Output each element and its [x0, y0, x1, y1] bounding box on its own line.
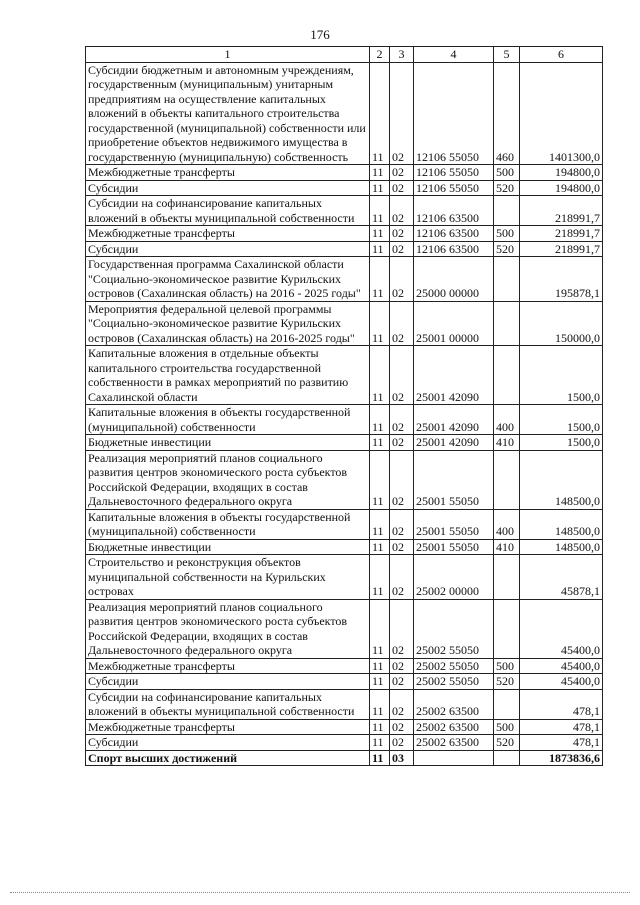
cell-amount: 148500,0: [520, 450, 603, 509]
cell-expense-type: [494, 555, 520, 600]
cell-section: 11: [370, 539, 390, 555]
cell-section: 11: [370, 599, 390, 658]
cell-amount: 478,1: [520, 735, 603, 751]
cell-section: 11: [370, 226, 390, 242]
cell-expense-type: 410: [494, 539, 520, 555]
cell-expense-type: 500: [494, 719, 520, 735]
table-row: [86, 674, 603, 690]
cell-expense-type: 400: [494, 405, 520, 435]
cell-section: 11: [370, 509, 390, 539]
cell-amount: 45400,0: [520, 674, 603, 690]
cell-target-article: 12106 63500: [414, 226, 494, 242]
cell-subsection: 03: [390, 750, 414, 766]
table-row: [86, 196, 603, 226]
cell-amount: 1401300,0: [520, 62, 603, 165]
header-col-3: 3: [390, 47, 414, 63]
cell-subsection: 02: [390, 450, 414, 509]
table-row: [86, 599, 603, 658]
cell-target-article: 25002 63500: [414, 719, 494, 735]
cell-section: 11: [370, 165, 390, 181]
cell-section: 11: [370, 301, 390, 346]
cell-amount: 218991,7: [520, 226, 603, 242]
table-row: [86, 257, 603, 302]
cell-subsection: 02: [390, 674, 414, 690]
cell-target-article: 25000 00000: [414, 257, 494, 302]
cell-expense-type: 500: [494, 165, 520, 181]
cell-target-article: 12106 63500: [414, 241, 494, 257]
table-row: [86, 555, 603, 600]
cell-section: 11: [370, 196, 390, 226]
cell-amount: 1873836,6: [520, 750, 603, 766]
table-row: [86, 165, 603, 181]
cell-name: Строительство и реконструкция объектов муниципальной собственности на Курильских островах: [86, 555, 370, 600]
cell-name: Межбюджетные трансферты: [86, 226, 370, 242]
table-row: [86, 658, 603, 674]
table-body: [86, 62, 603, 766]
cell-amount: 194800,0: [520, 180, 603, 196]
cell-section: 11: [370, 674, 390, 690]
cell-subsection: 02: [390, 735, 414, 751]
table-row: [86, 735, 603, 751]
cell-amount: 195878,1: [520, 257, 603, 302]
cell-name: Субсидии бюджетным и автономным учреждениям, государственным (муниципальным) унитарным предприятиям на осуществление капитальных вложений в объекты капитального строительства государственной (муниципальной) собственности или приобретение объектов недвижимого имущества в государственную (муниципальную) собственность: [86, 62, 370, 165]
cell-target-article: 25002 00000: [414, 555, 494, 600]
cell-target-article: 25001 55050: [414, 509, 494, 539]
cell-amount: 1500,0: [520, 435, 603, 451]
cell-section: 11: [370, 405, 390, 435]
cell-amount: 1500,0: [520, 405, 603, 435]
cell-name: Субсидии: [86, 241, 370, 257]
table-row: [86, 450, 603, 509]
cell-section: 11: [370, 555, 390, 600]
cell-subsection: 02: [390, 346, 414, 405]
table-row: [86, 301, 603, 346]
table-row: [86, 226, 603, 242]
cell-name: Бюджетные инвестиции: [86, 539, 370, 555]
cell-subsection: 02: [390, 180, 414, 196]
cell-subsection: 02: [390, 719, 414, 735]
cell-name: Межбюджетные трансферты: [86, 165, 370, 181]
table-row: [86, 62, 603, 165]
cell-expense-type: 520: [494, 674, 520, 690]
cell-name: Спорт высших достижений: [86, 750, 370, 766]
cell-amount: 45400,0: [520, 599, 603, 658]
cell-expense-type: [494, 346, 520, 405]
cell-expense-type: [494, 301, 520, 346]
cell-amount: 478,1: [520, 689, 603, 719]
cell-target-article: 25001 42090: [414, 405, 494, 435]
header-col-6: 6: [520, 47, 603, 63]
cell-section: 11: [370, 658, 390, 674]
cell-target-article: 25001 00000: [414, 301, 494, 346]
cell-subsection: 02: [390, 599, 414, 658]
cell-name: Субсидии: [86, 180, 370, 196]
cell-subsection: 02: [390, 62, 414, 165]
table-row: [86, 346, 603, 405]
cell-expense-type: 500: [494, 226, 520, 242]
cell-amount: 218991,7: [520, 196, 603, 226]
cell-section: 11: [370, 719, 390, 735]
cell-target-article: 12106 55050: [414, 180, 494, 196]
table-row: [86, 435, 603, 451]
cell-section: 11: [370, 180, 390, 196]
cell-subsection: 02: [390, 555, 414, 600]
header-col-1: 1: [86, 47, 370, 63]
header-col-5: 5: [494, 47, 520, 63]
cell-name: Реализация мероприятий планов социального развития центров экономического роста субъектов Российской Федерации, входящих в состав Дальневосточного федерального округа: [86, 599, 370, 658]
table-row: [86, 750, 603, 766]
cell-amount: 218991,7: [520, 241, 603, 257]
cell-expense-type: 460: [494, 62, 520, 165]
cell-target-article: 12106 55050: [414, 165, 494, 181]
cell-name: Капитальные вложения в объекты государственной (муниципальной) собственности: [86, 405, 370, 435]
cell-section: 11: [370, 735, 390, 751]
cell-expense-type: 520: [494, 735, 520, 751]
page-bottom-divider: [10, 892, 630, 893]
cell-subsection: 02: [390, 226, 414, 242]
header-row: [86, 47, 603, 63]
cell-target-article: 12106 63500: [414, 196, 494, 226]
cell-amount: 150000,0: [520, 301, 603, 346]
header-col-2: 2: [370, 47, 390, 63]
table-header: [86, 47, 603, 63]
cell-name: Капитальные вложения в объекты государственной (муниципальной) собственности: [86, 509, 370, 539]
cell-subsection: 02: [390, 435, 414, 451]
cell-amount: 1500,0: [520, 346, 603, 405]
cell-subsection: 02: [390, 196, 414, 226]
cell-target-article: 25001 55050: [414, 539, 494, 555]
cell-target-article: [414, 750, 494, 766]
cell-amount: 45400,0: [520, 658, 603, 674]
cell-expense-type: 400: [494, 509, 520, 539]
cell-name: Межбюджетные трансферты: [86, 719, 370, 735]
cell-name: Капитальные вложения в отдельные объекты капитального строительства государственной собственности в рамках мероприятий по развитию Сахалинской области: [86, 346, 370, 405]
cell-name: Реализация мероприятий планов социального развития центров экономического роста субъектов Российской Федерации, входящих в состав Дальневосточного федерального округа: [86, 450, 370, 509]
cell-target-article: 25002 55050: [414, 658, 494, 674]
cell-section: 11: [370, 750, 390, 766]
cell-amount: 148500,0: [520, 509, 603, 539]
table-row: [86, 689, 603, 719]
cell-expense-type: 500: [494, 658, 520, 674]
cell-subsection: 02: [390, 539, 414, 555]
cell-subsection: 02: [390, 509, 414, 539]
header-col-4: 4: [414, 47, 494, 63]
cell-expense-type: [494, 257, 520, 302]
page-number: 176: [310, 27, 330, 42]
table-row: [86, 180, 603, 196]
table-row: [86, 405, 603, 435]
cell-expense-type: [494, 689, 520, 719]
table-row: [86, 719, 603, 735]
cell-target-article: 25001 42090: [414, 435, 494, 451]
cell-target-article: 25002 55050: [414, 674, 494, 690]
cell-expense-type: [494, 196, 520, 226]
cell-subsection: 02: [390, 658, 414, 674]
cell-subsection: 02: [390, 301, 414, 346]
cell-target-article: 25001 55050: [414, 450, 494, 509]
cell-name: Мероприятия федеральной целевой программы "Социально-экономическое развитие Курильских островов (Сахалинская область) на 2016-2025 годы": [86, 301, 370, 346]
cell-target-article: 25002 55050: [414, 599, 494, 658]
cell-expense-type: 520: [494, 180, 520, 196]
cell-expense-type: 520: [494, 241, 520, 257]
cell-section: 11: [370, 450, 390, 509]
cell-name: Субсидии на софинансирование капитальных вложений в объекты муниципальной собственности: [86, 196, 370, 226]
cell-name: Бюджетные инвестиции: [86, 435, 370, 451]
cell-target-article: 25002 63500: [414, 689, 494, 719]
table-row: [86, 509, 603, 539]
cell-section: 11: [370, 689, 390, 719]
cell-target-article: 25002 63500: [414, 735, 494, 751]
cell-amount: 194800,0: [520, 165, 603, 181]
cell-amount: 148500,0: [520, 539, 603, 555]
table-row: [86, 241, 603, 257]
cell-section: 11: [370, 257, 390, 302]
cell-expense-type: [494, 750, 520, 766]
cell-subsection: 02: [390, 689, 414, 719]
cell-section: 11: [370, 435, 390, 451]
cell-name: Государственная программа Сахалинской области "Социально-экономическое развитие Курильских островов (Сахалинская область) на 2016 - 2025 годы": [86, 257, 370, 302]
cell-section: 11: [370, 62, 390, 165]
cell-amount: 478,1: [520, 719, 603, 735]
cell-name: Субсидии: [86, 674, 370, 690]
cell-name: Межбюджетные трансферты: [86, 658, 370, 674]
cell-expense-type: 410: [494, 435, 520, 451]
cell-target-article: 25001 42090: [414, 346, 494, 405]
budget-table: [85, 46, 603, 766]
cell-target-article: 12106 55050: [414, 62, 494, 165]
cell-subsection: 02: [390, 241, 414, 257]
cell-subsection: 02: [390, 257, 414, 302]
cell-amount: 45878,1: [520, 555, 603, 600]
cell-subsection: 02: [390, 165, 414, 181]
cell-section: 11: [370, 241, 390, 257]
cell-expense-type: [494, 599, 520, 658]
cell-expense-type: [494, 450, 520, 509]
cell-section: 11: [370, 346, 390, 405]
cell-name: Субсидии: [86, 735, 370, 751]
cell-name: Субсидии на софинансирование капитальных вложений в объекты муниципальной собственности: [86, 689, 370, 719]
table-row: [86, 539, 603, 555]
cell-subsection: 02: [390, 405, 414, 435]
